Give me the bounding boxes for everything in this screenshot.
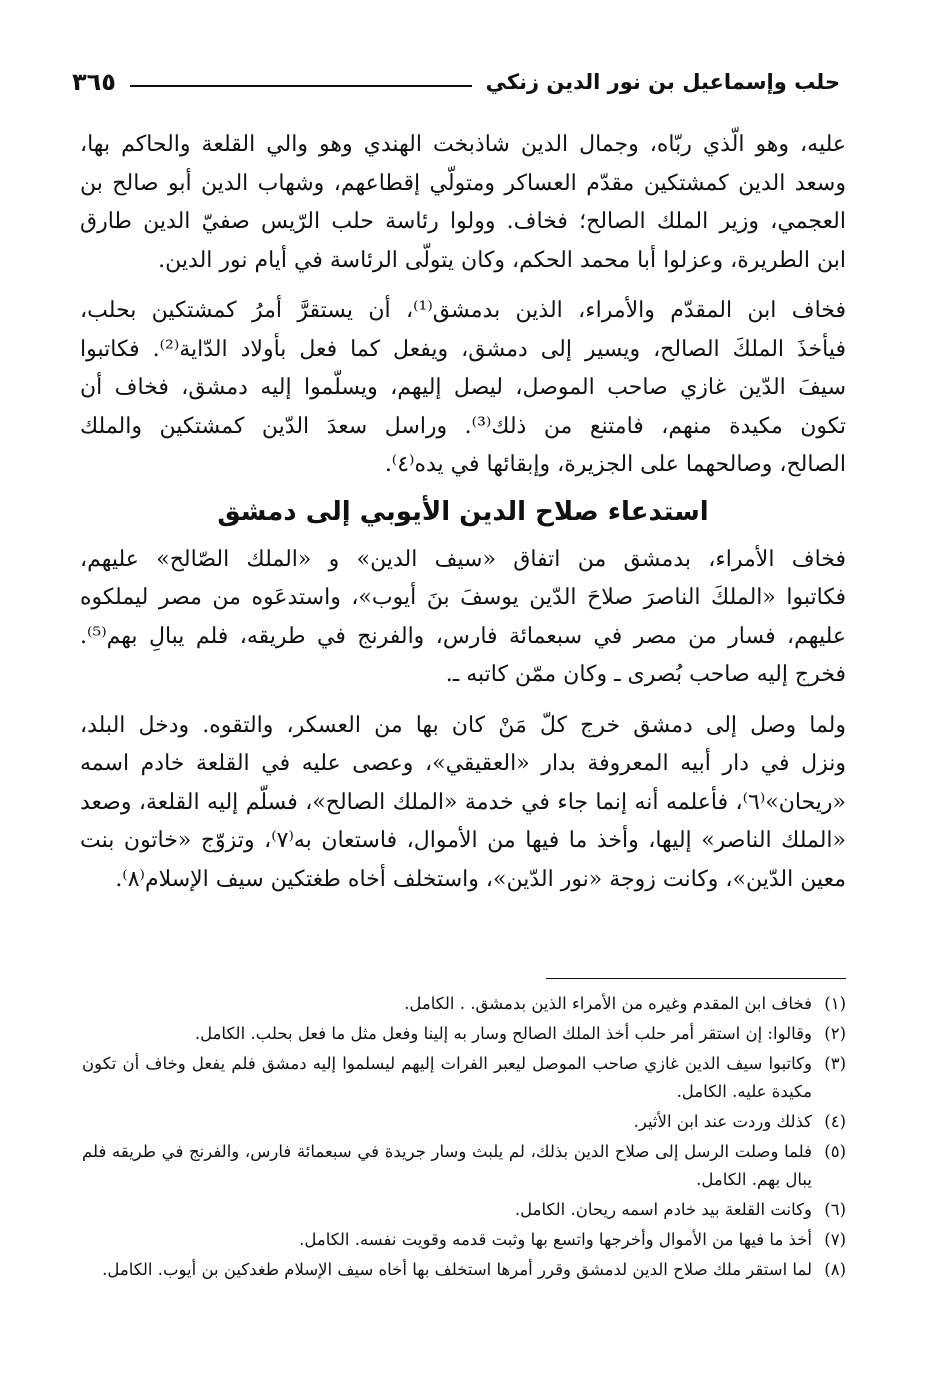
footnote-number: (٦) [824,1200,846,1219]
footnote [82,1138,846,1194]
footnote-number: (٨) [824,1260,846,1279]
running-head [72,62,840,102]
footnote [82,1020,846,1048]
text-line: ولما وصل إلى دمشق خرج كلّ مَنْ كان بها من العسكر، والتقوه. ودخل البلد، [80,712,846,738]
text-line: ونزل في دار أبيه المعروفة بدار «العقيقي»، وعصى عليه في القلعة خادم اسمه [80,751,846,776]
footnote-number: (٤) [824,1112,846,1131]
footnote-text: لما استقر ملك صلاح الدين لدمشق وقرر أمرها استخلف بها أخاه سيف الإسلام طغدكين بن أيوب. الكامل. [102,1260,812,1279]
footnote [82,1108,846,1136]
footnote-rule [546,978,846,979]
text-line: الصالح، وصالحهما على الجزيرة، وإبقائها في يده⁽٤⁾. [384,452,846,477]
footnote-text: فخاف ابن المقدم وغيره من الأمراء الذين بدمشق. . الكامل. [404,994,812,1013]
text-line: سيفَ الدّين غازي صاحب الموصل، ليصل إليهم، ويسلّموا إليه دمشق، فخاف أن [80,375,846,400]
paragraph-1 [80,126,846,280]
text-line: ابن الطريرة، وعزلوا أبا محمد الحكم، وكان يتولّى الرئاسة في أيام نور الدين. [158,247,846,273]
footnote-text: وكانت القلعة بيد خادم اسمه ريحان. الكامل. [514,1200,812,1219]
text-line: معين الدّين»، وكانت زوجة «نور الدّين»، واستخلف أخاه طغتكين سيف الإسلام⁽٨⁾. [115,866,846,892]
paragraph-2 [80,292,846,485]
footnote-text: وقالوا: إن استقر أمر حلب أخذ الملك الصالح وسار به إلينا وفعل مثل ما فعل بحلب. الكامل. [194,1024,812,1043]
footnotes [82,990,846,1286]
footnote-number: (٢) [824,1024,846,1043]
header-rule [130,85,472,87]
footnote [82,1256,846,1284]
main-text [80,126,846,911]
footnote-number: (٣) [824,1054,846,1073]
text-line: عليه، وهو الّذي ربّاه، وجمال الدين شاذبخت الهندي وهو والي القلعة والحاكم بها، [80,132,846,157]
footnote-text: فلما وصلت الرسل إلى صلاح الدين بذلك، لم يلبث وسار جريدة في سبعمائة فارس، والفرنج في طريقه فلم يبال بهم. الكامل. [82,1142,812,1189]
footnote [82,1196,846,1224]
footnote-text: كذلك وردت عند ابن الأثير. [633,1112,812,1131]
section-heading: استدعاء صلاح الدين الأيوبي إلى دمشق [217,496,709,527]
page-number: ٣٦٥ [72,68,116,96]
paragraph-4 [80,707,846,900]
text-line: «ريحان»⁽٦⁾، فأعلمه أنه إنما جاء في خدمة «الملك الصالح»، فسلّم إليه القلعة، وصعد [80,789,846,815]
footnote-text: وكاتبوا سيف الدين غازي صاحب الموصل ليعبر الفرات إليهم ليسلموا إليه دمشق فلم يفعل وخاف أن تكون مكيدة عليه. الكامل. [82,1054,812,1101]
footnote-number: (٥) [824,1142,846,1161]
text-line: فخرج إليه صاحب بُصرى ـ وكان ممّن كاتبه ـ. [445,662,846,687]
text-line: العجمي، وزير الملك الصالح؛ فخاف. وولوا رئاسة حلب الرّيس صفيّ الدين طارق [80,209,846,234]
text-line: فخاف الأمراء، بدمشق من اتفاق «سيف الدين» و «الملك الصّالح» عليهم، [80,546,846,572]
text-line: عليهم، فسار من مصر في سبعمائة فارس، والفرنج في طريقه، فلم يبالِ بهم⁽⁵⁾. [80,623,846,649]
text-line: وسعد الدين كمشتكين مقدّم العساكر ومتولّي إقطاعهم، وشهاب الدين أبو صالح بن [80,170,846,196]
text-line: فخاف ابن المقدّم والأمراء، الذين بدمشق⁽¹⁾، أن يستقرَّ أمرُ كمشتكين بحلب، [80,298,846,323]
footnote [82,1226,846,1254]
footnote-text: أخذ ما فيها من الأموال وأخرجها واتسع بها وثبت قدمه وقويت نفسه. الكامل. [299,1230,812,1249]
text-line: فيأخذَ الملكَ الصالح، ويسير إلى دمشق، ويفعل كما فعل بأولاد الدّاية⁽²⁾. فكاتبوا [80,336,846,362]
text-line: «الملك الناصر» إليها، وأخذ ما فيها من الأموال، فاستعان به⁽٧⁾، وتزوّج «خاتون بنت [80,828,846,853]
running-title: حلب وإسماعيل بن نور الدين زنكي [485,70,840,94]
text-line: تكون مكيدة منهم، فامتنع من ذلك⁽³⁾. وراسل سعدَ الدّين كمشتكين والملك [80,413,846,439]
footnote-number: (١) [824,994,846,1013]
footnote [82,1050,846,1106]
footnote-number: (٧) [824,1230,846,1249]
footnote [82,990,846,1018]
paragraph-3 [80,541,846,695]
text-line: فكاتبوا «الملكَ الناصرَ صلاحَ الدّين يوسفَ بنَ أيوب»، واستدعَوه من مصر ليملكوه [80,585,846,610]
